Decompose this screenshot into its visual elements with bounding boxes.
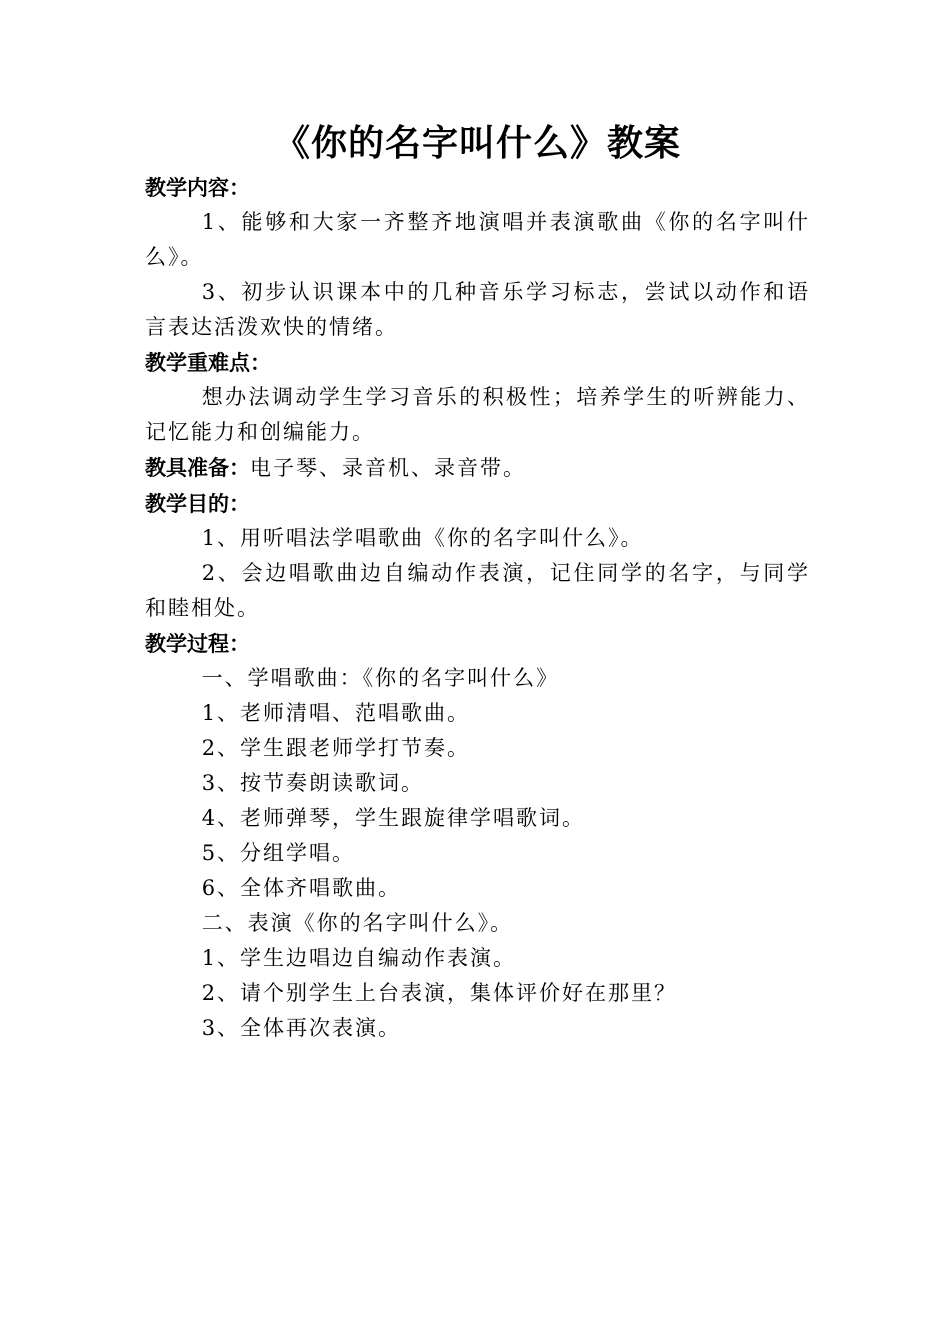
document-title: 《你的名字叫什么》教案: [273, 122, 681, 164]
section-heading-objectives: 教学目的：: [145, 491, 250, 516]
process-item: 2、学生跟老师学打节奏。: [201, 736, 471, 760]
objectives-item: 2、会边唱歌曲边自编动作表演，记住同学的名字，与同学和睦相处。: [145, 561, 810, 620]
section-heading-content: 教学内容：: [145, 175, 250, 200]
section-heading-key-points: 教学重难点：: [145, 350, 271, 375]
process-item: 6、全体齐唱歌曲。: [201, 876, 402, 900]
process-item: 3、按节奏朗读歌词。: [201, 771, 425, 795]
process-item: 5、分组学唱。: [201, 841, 356, 865]
objectives-item: 1、用听唱法学唱歌曲《你的名字叫什么》。: [201, 526, 644, 550]
key-points-item: 想办法调动学生学习音乐的积极性；培养学生的听辨能力、记忆能力和创编能力。: [145, 385, 810, 444]
content-item: 1、能够和大家一齐整齐地演唱并表演歌曲《你的名字叫什么》。: [145, 210, 810, 269]
section-heading-process: 教学过程：: [145, 631, 250, 656]
process-item: 1、学生边唱边自编动作表演。: [201, 946, 517, 970]
process-item: 1、老师清唱、范唱歌曲。: [201, 701, 471, 725]
equipment-label: 教具准备：: [145, 455, 250, 480]
equipment-row: [145, 450, 810, 486]
equipment-text: 电子琴、录音机、录音带。: [250, 456, 526, 480]
content-item: 3、初步认识课本中的几种音乐学习标志，尝试以动作和语言表达活泼欢快的情绪。: [145, 280, 810, 339]
process-item: 4、老师弹琴，学生跟旋律学唱歌词。: [201, 806, 586, 830]
process-item: 3、全体再次表演。: [201, 1016, 402, 1040]
document-body: [145, 118, 810, 1046]
process-item: 二、表演《你的名字叫什么》。: [201, 911, 514, 935]
process-item: 2、请个别学生上台表演，集体评价好在那里？: [201, 981, 678, 1005]
process-item: 一、学唱歌曲：《你的名字叫什么》: [201, 666, 560, 690]
